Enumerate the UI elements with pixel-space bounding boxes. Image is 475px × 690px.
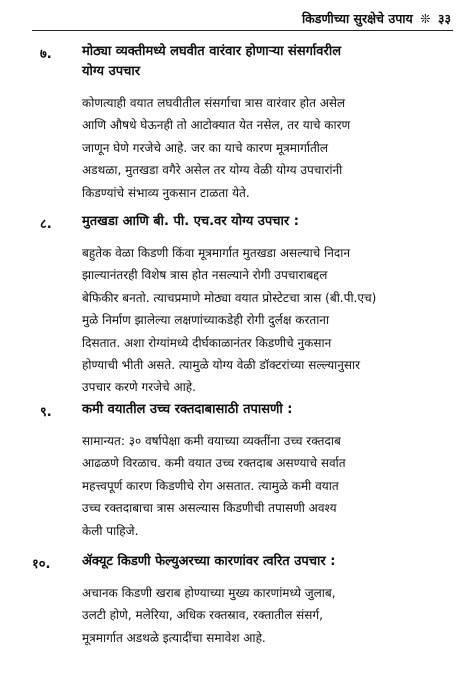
section-body: अचानक किडणी खराब होण्याच्या मुख्य कारणांमध्ये जुलाब, उलटी होणे, मलेरिया, अधिक रक्तस्राव, रक्तातील संसर्ग, मूत्रमार्गात अडथळे इत्यादींचा समावेश आहे. — [82, 586, 336, 645]
section-number: ८. — [40, 217, 52, 232]
separator-glyph: ❊ — [420, 11, 431, 26]
section-title: मुतखडा आणि बी. पी. एच.वर योग्य उपचार : — [82, 214, 299, 229]
running-title: किडणीच्या सुरक्षेचे उपाय — [301, 11, 413, 26]
section-body: सामान्यत: ३० वर्षापेक्षा कमी वयाच्या व्यक्तींना उच्च रक्तदाब आढळणे विरळाच. कमी वयात उच्च रक्तदाब असण्याचे सर्वात महत्त्वपूर्ण कारण किडणीचे रोग असतात. त्यामुळे कमी वयात उच्च रक्तदाबाचा त्रास असल्यास किडणीची तपासणी अवश्य केली पाहिजे. — [82, 434, 346, 538]
section-body: बहुतेक वेळा किडणी किंवा मूत्रमार्गात मुतखडा असल्याचे निदान झाल्यानंतरही विशेष त्रास होत नसल्याने रोगी उपचाराबद्दल बेफिकीर बनतो. त्याचप्रमाणे मोठ्या वयात प्रोस्टेटचा त्रास (बी.पी.एच) मुळे निर्माण झालेल्या लक्षणांच्याकडेही रोगी दुर्लक्ष करताना दिसतात. अशा रोग्यांमध्ये दीर्घकाळानंतर किडणीचे नुकसान होण्याची भीती असते. त्यामुळे योग्य वेळी डॉक्टरांच्या सल्ल्यानुसार उपचार करणे गरजेचे आहे. — [82, 246, 377, 395]
section-number: १०. — [32, 557, 51, 572]
section-title: ॲक्यूट किडणी फेल्युअरच्या कारणांवर त्वरित उपचार : — [82, 554, 336, 569]
section-title: मोठ्या व्यक्तीमध्ये लघवीत वारंवार होणाऱ्या संसर्गावरील योग्य उपचार — [82, 44, 342, 79]
running-header — [302, 10, 451, 27]
section-number: ७. — [40, 47, 52, 62]
page-number: ३३ — [437, 11, 451, 26]
section-body: कोणत्याही वयात लघवीतील संसर्गाचा त्रास वारंवार होत असेल आणि औषधे घेऊनही तो आटोक्यात येत नसेल, तर याचे कारण जाणून घेणे गरजेचे आहे. जर का याचे कारण मूत्रमार्गातील अडथळा, मुतखडा वगैरे असेल तर योग्य वेळी योग्य उपचारांनी किडण्यांचे संभाव्य नुकसान टाळता येते. — [82, 96, 351, 200]
header-rule — [32, 30, 453, 31]
section-title: कमी वयातील उच्च रक्तदाबासाठी तपासणी : — [82, 402, 293, 417]
section-number: ९. — [40, 405, 52, 420]
